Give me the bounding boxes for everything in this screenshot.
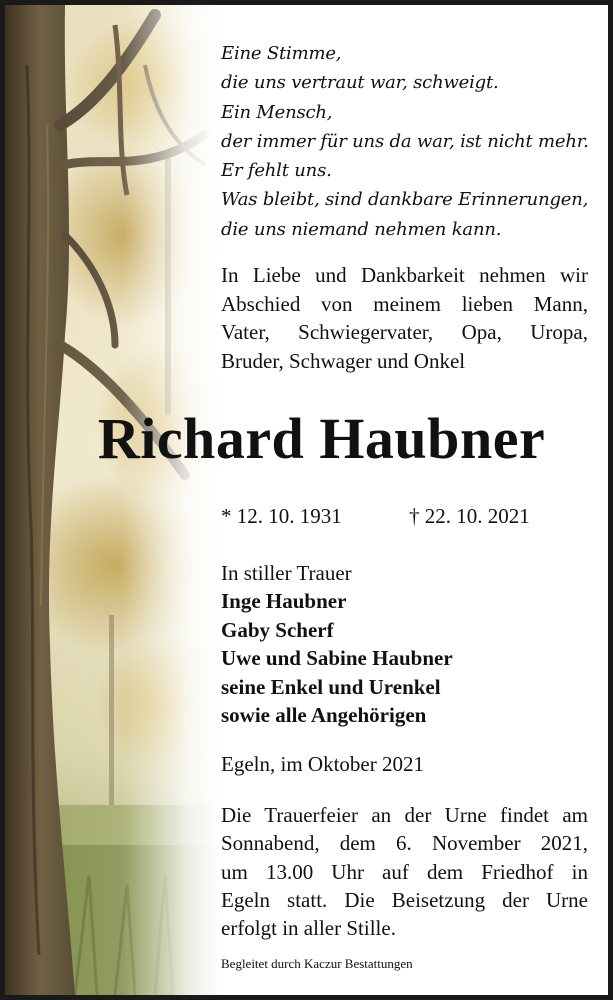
poem-line: Er fehlt uns. bbox=[221, 160, 332, 182]
memorial-poem bbox=[221, 39, 601, 244]
place-and-date: Egeln, im Oktober 2021 bbox=[221, 752, 424, 776]
intro-line: Abschied von meinem lieben Mann, bbox=[221, 291, 588, 316]
life-dates bbox=[221, 501, 561, 531]
poem-line: Ein Mensch, bbox=[221, 101, 333, 123]
poem-line: Eine Stimme, bbox=[221, 43, 342, 64]
poem-line: Was bleibt, sind dankbare Erinnerungen, bbox=[221, 189, 589, 211]
death-date: † 22. 10. 2021 bbox=[409, 504, 530, 528]
mourner-name: seine Enkel und Urenkel bbox=[221, 674, 441, 699]
poem-line: der immer für uns da war, ist nicht mehr. bbox=[221, 130, 589, 152]
deceased-name: Richard Haubner bbox=[97, 406, 546, 471]
funeral-home-credit: Begleitet durch Kaczur Bestattungen bbox=[221, 956, 413, 971]
service-line: erfolgt in aller Stille. bbox=[221, 916, 396, 941]
notice-content bbox=[5, 5, 608, 995]
intro-line: Bruder, Schwager und Onkel bbox=[221, 348, 466, 373]
mourner-name: sowie alle Angehörigen bbox=[221, 703, 427, 728]
service-line: Egeln statt. Die Beisetzung der Urne bbox=[221, 887, 588, 912]
mourner-name: Uwe und Sabine Haubner bbox=[221, 646, 453, 671]
service-line: Die Trauerfeier an der Urne findet am bbox=[221, 803, 588, 827]
intro-line: In Liebe und Dankbarkeit nehmen wir bbox=[221, 263, 588, 287]
service-details bbox=[221, 801, 588, 942]
intro-line: Vater, Schwiegervater, Opa, Uropa, bbox=[221, 320, 588, 344]
mourners-list bbox=[221, 559, 591, 729]
poem-line: die uns vertraut war, schweigt. bbox=[221, 72, 499, 94]
mourner-name: Gaby Scherf bbox=[221, 617, 334, 642]
birth-date: * 12. 10. 1931 bbox=[221, 504, 342, 528]
farewell-intro bbox=[221, 261, 588, 375]
service-line: Sonnabend, dem 6. November 2021, bbox=[221, 831, 588, 856]
mourner-name: Inge Haubner bbox=[221, 589, 347, 614]
mourners-heading: In stiller Trauer bbox=[221, 561, 352, 585]
poem-line: die uns niemand nehmen kann. bbox=[221, 218, 502, 240]
service-line: um 13.00 Uhr auf dem Friedhof in bbox=[221, 859, 588, 884]
